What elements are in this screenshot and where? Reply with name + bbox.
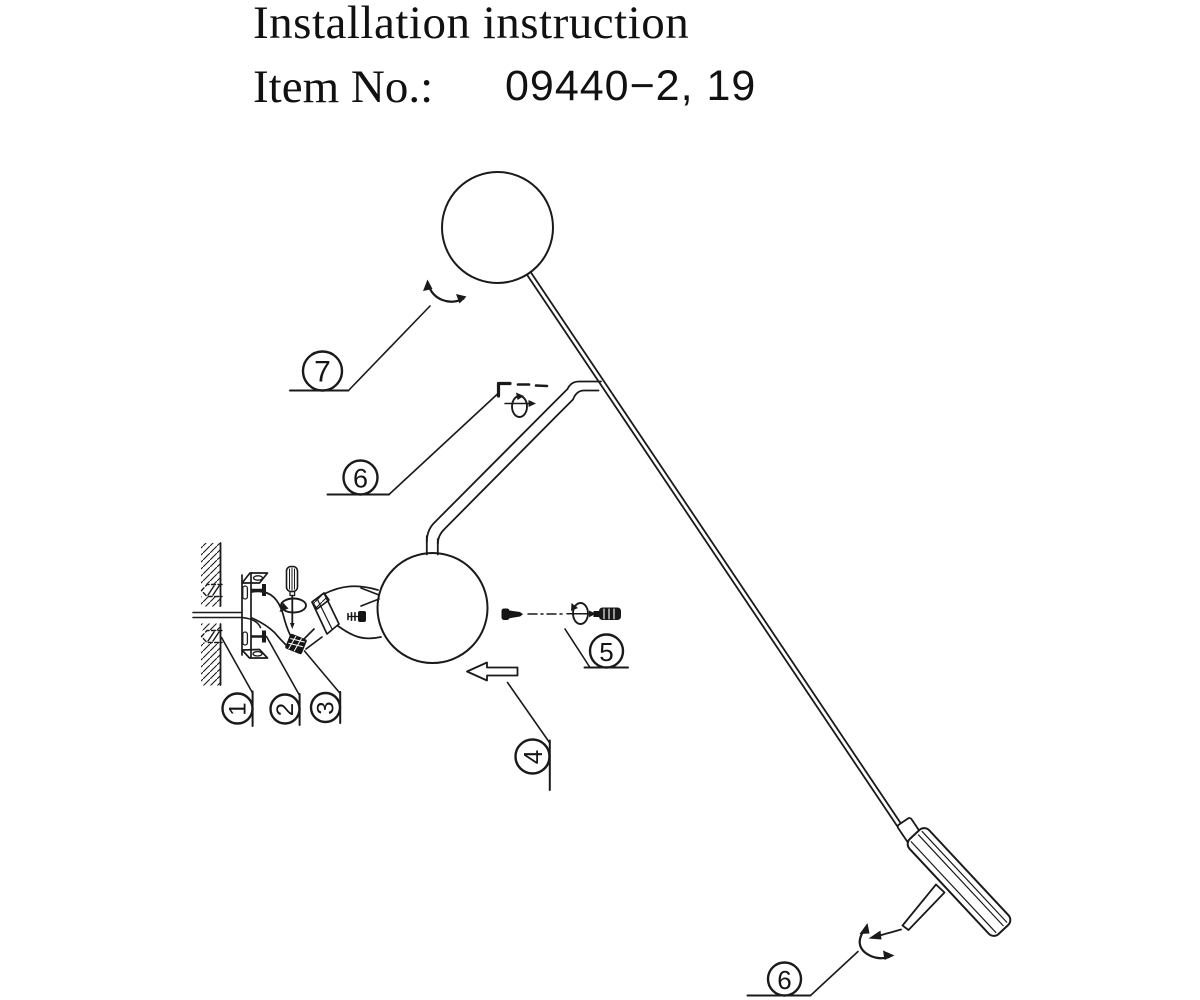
upper-globe — [442, 172, 553, 283]
pin-push-arrow — [869, 930, 902, 940]
callout-2-number: 2 — [272, 702, 299, 717]
joint-corner-marker — [499, 384, 548, 397]
main-rod — [527, 272, 903, 829]
wall-section — [201, 543, 221, 686]
arm-set-screw — [348, 611, 366, 622]
rotate-arrow-globe — [423, 280, 467, 304]
driver-bit-icon — [594, 608, 622, 621]
rotate-arrow-base — [860, 923, 895, 960]
callout-7 — [290, 306, 430, 391]
globe-screw-icon — [502, 609, 567, 621]
slide-direction-arrow — [467, 663, 518, 681]
lower-globe — [378, 553, 488, 663]
wall-anchor-bottom — [202, 631, 223, 643]
callout-1-number: 1 — [224, 702, 252, 716]
bracket-screw-top — [252, 584, 266, 596]
callout-3 — [305, 651, 341, 723]
callout-7-number: 7 — [314, 355, 331, 389]
item-no-value: 09440−2, 19 — [505, 62, 757, 110]
callout-6-mid-number: 6 — [352, 463, 369, 494]
callout-5 — [565, 629, 628, 668]
locking-pin — [903, 885, 945, 931]
wall-anchor-top — [202, 585, 223, 597]
rotate-symbol-joint — [505, 393, 536, 418]
callout-6-bottom-number: 6 — [777, 965, 792, 995]
bracket-screw-bottom — [252, 631, 266, 643]
rotate-symbol-screw — [567, 603, 596, 624]
callout-6-bottom — [748, 952, 859, 996]
sheet-title: Installation instruction — [253, 0, 690, 49]
callout-6-mid — [328, 394, 498, 495]
item-no-label: Item No.: — [253, 61, 434, 113]
callout-1 — [222, 638, 253, 727]
base-disc — [905, 825, 1013, 938]
callout-4-number: 4 — [518, 749, 548, 765]
callout-3-number: 3 — [312, 701, 340, 715]
callout-4 — [508, 683, 550, 791]
lamp-arm-upper — [427, 382, 601, 555]
callout-5-number: 5 — [599, 637, 614, 667]
